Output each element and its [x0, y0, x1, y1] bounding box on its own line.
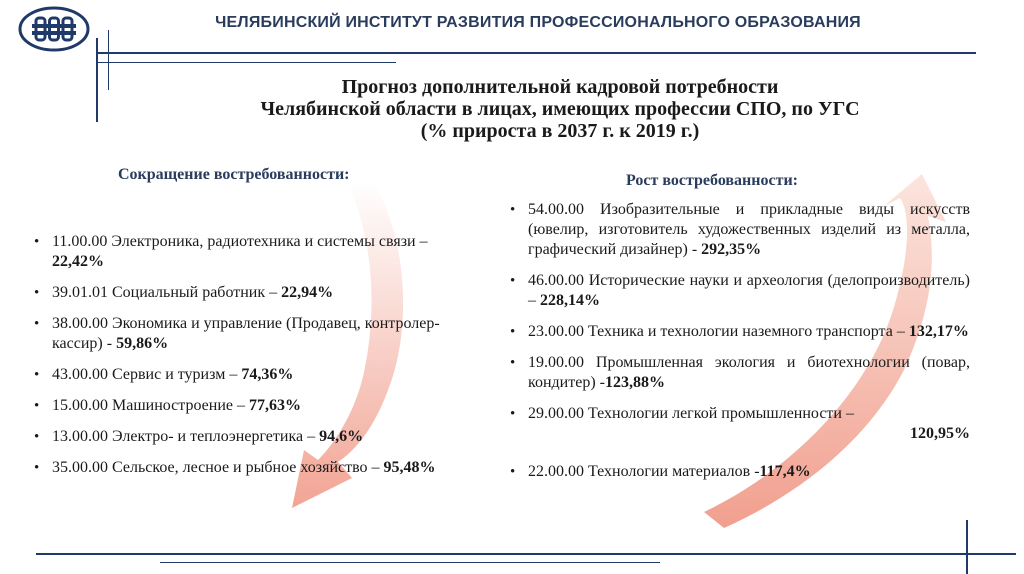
list-item: • 13.00.00 Электро- и теплоэнергетика – 94,6% — [30, 427, 470, 447]
list-item: • 22.00.00 Технологии материалов -117,4% — [506, 462, 970, 482]
title-line-1: Прогноз дополнительной кадровой потребности — [341, 76, 779, 98]
list-item: • 38.00.00 Экономика и управление (Продавец, контролер-кассир) - 59,86% — [30, 314, 470, 354]
list-item: • 46.00.00 Исторические науки и археология (делопроизводитель) – 228,14% — [506, 271, 970, 311]
list-item: • 11.00.00 Электроника, радиотехника и системы связи – 22,42% — [30, 232, 470, 272]
title-line-3: (% прироста в 2037 г. к 2019 г.) — [420, 120, 700, 142]
list-item: • 19.00.00 Промышленная экология и биотехнологии (повар, кондитер) -123,88% — [506, 353, 970, 393]
org-title: ЧЕЛЯБИНСКИЙ ИНСТИТУТ РАЗВИТИЯ ПРОФЕССИОНАЛЬНОГО ОБРАЗОВАНИЯ — [215, 14, 861, 31]
list-item: • 54.00.00 Изобразительные и прикладные виды искусств (ювелир, изготовитель художественных изделий из металла, графический дизайнер) - 292,35% — [506, 200, 970, 260]
growth-heading: Рост востребованности: — [626, 172, 798, 189]
title-line-2: Челябинской области в лицах, имеющих профессии СПО, по УГС — [260, 98, 860, 120]
list-item: • 15.00.00 Машиностроение – 77,63% — [30, 396, 470, 416]
list-item: • 35.00.00 Сельское, лесное и рыбное хозяйство – 95,48% — [30, 458, 470, 478]
list-item: • 43.00.00 Сервис и туризм – 74,36% — [30, 365, 470, 385]
list-item: • 39.01.01 Социальный работник – 22,94% — [30, 283, 470, 303]
decline-list — [30, 232, 470, 489]
growth-list — [506, 200, 970, 493]
decline-heading: Сокращение востребованности: — [118, 166, 350, 183]
list-item: • 29.00.00 Технологии легкой промышленности – 120,95% — [506, 404, 970, 444]
list-item: • 23.00.00 Техника и технологии наземного транспорта – 132,17% — [506, 322, 970, 342]
